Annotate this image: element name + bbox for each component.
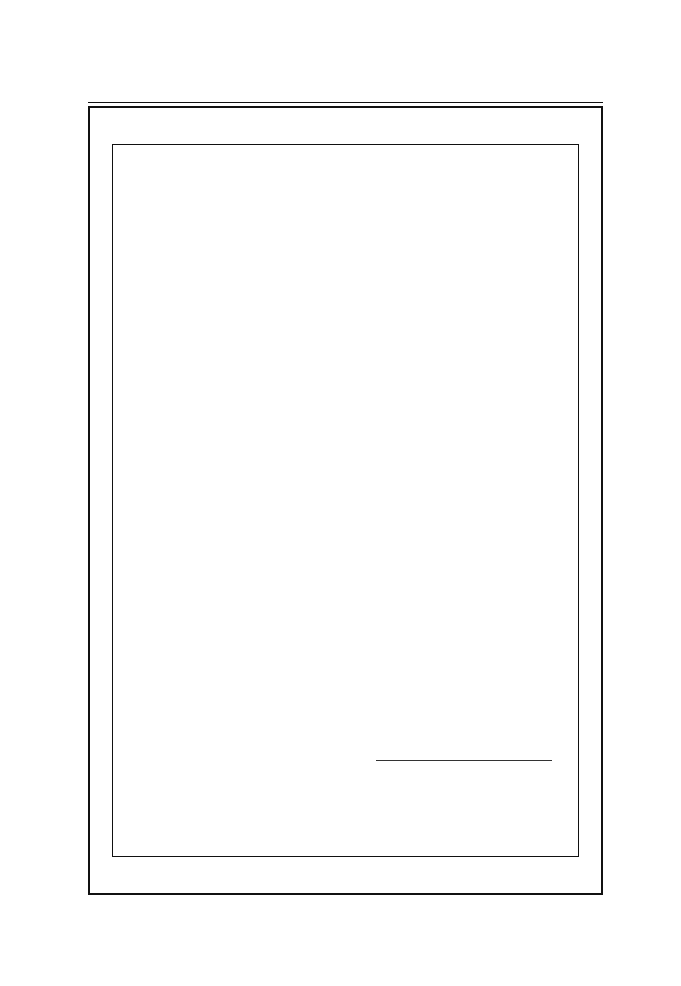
border-ornament-bottom-icon: [94, 859, 597, 889]
ornamental-frame-inner: [112, 144, 579, 857]
border-ornament-right-icon: [579, 112, 597, 889]
header-rule: [88, 102, 603, 103]
page-header: [88, 80, 603, 102]
footnote-rule: [376, 760, 552, 761]
border-ornament-top-icon: [94, 112, 597, 142]
border-ornament-left-icon: [94, 112, 112, 889]
